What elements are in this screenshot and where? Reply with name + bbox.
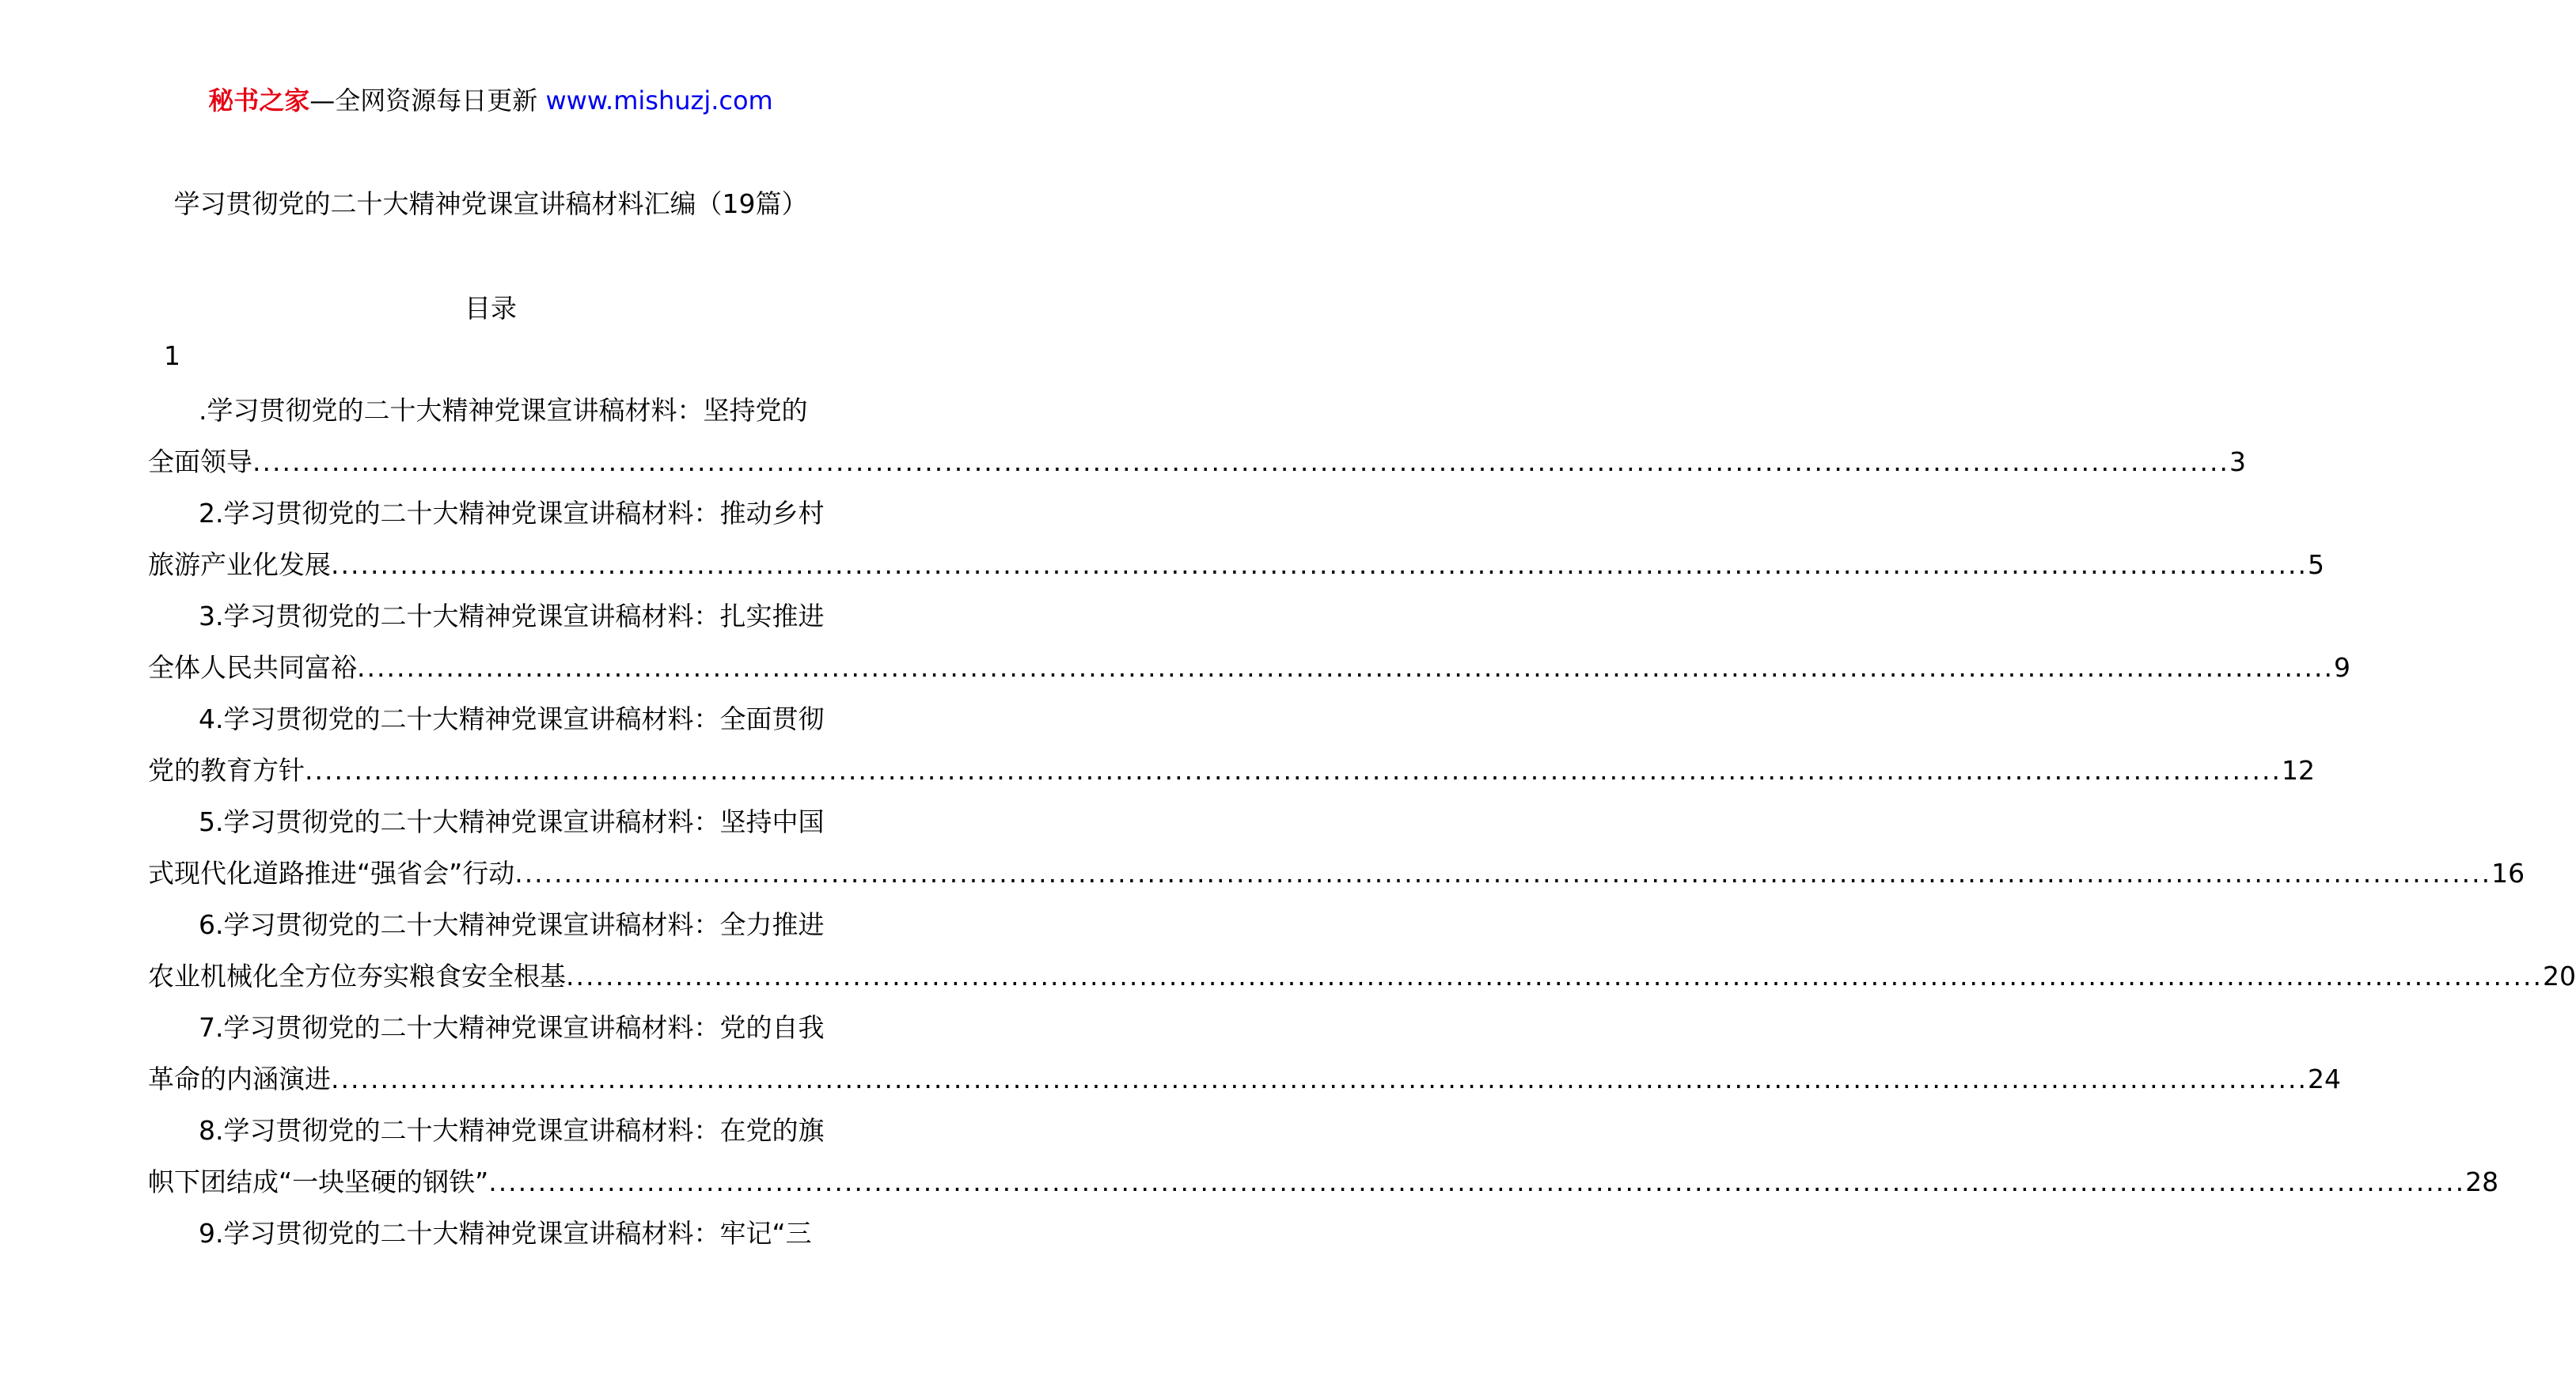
- toc-entry[interactable]: [148, 693, 2315, 796]
- leader-dots: ........................................................................................................................................................................................................: [566, 961, 2543, 992]
- toc-entry[interactable]: [148, 796, 2525, 899]
- toc-page-number: 3: [2229, 446, 2246, 477]
- toc-entry[interactable]: [148, 590, 2350, 693]
- toc-entry-subtitle: 农业机械化全方位夯实粮食安全根基: [148, 961, 566, 992]
- toc-entry-title: 6.学习贯彻党的二十大精神党课宣讲稿材料：全力推进: [199, 909, 825, 940]
- page-number-label: 1: [164, 340, 180, 371]
- toc-entry-subtitle: 帜下团结成“一块坚硬的钢铁”: [148, 1166, 489, 1197]
- leader-dots: ........................................................................................................................................................................................................: [488, 1166, 2466, 1197]
- toc-entry[interactable]: [148, 1105, 2499, 1208]
- toc-entry[interactable]: [148, 1002, 2341, 1105]
- toc-entry-title: 4.学习贯彻党的二十大精神党课宣讲稿材料：全面贯彻: [199, 703, 825, 734]
- toc-page-number: 20: [2542, 961, 2576, 992]
- toc-entry-subtitle: 党的教育方针: [148, 755, 305, 786]
- toc-page-number: 28: [2465, 1166, 2499, 1197]
- toc-page-number: 16: [2491, 858, 2525, 889]
- document-title: 学习贯彻党的二十大精神党课宣讲稿材料汇编（19篇）: [173, 188, 808, 219]
- toc-heading: 目录: [465, 293, 517, 324]
- leader-dots: ........................................................................................................................................................................................................: [305, 755, 2282, 786]
- toc-entry-title: 3.学习贯彻党的二十大精神党课宣讲稿材料：扎实推进: [199, 601, 825, 631]
- leader-dots: ........................................................................................................................................................................................................: [331, 549, 2308, 580]
- header-tagline: —全网资源每日更新: [309, 85, 546, 116]
- brand-name: 秘书之家: [208, 85, 310, 116]
- toc-entry-title: 5.学习贯彻党的二十大精神党课宣讲稿材料：坚持中国: [199, 806, 825, 837]
- toc-entry-title: 2.学习贯彻党的二十大精神党课宣讲稿材料：推动乡村: [199, 498, 825, 529]
- site-header: [0, 81, 981, 117]
- toc-page-number: 24: [2307, 1064, 2341, 1094]
- leader-dots: ........................................................................................................................................................................................................: [252, 446, 2229, 477]
- toc-entry-title: 9.学习贯彻党的二十大精神党课宣讲稿材料：牢记“三: [199, 1218, 812, 1249]
- toc-entry-title: 7.学习贯彻党的二十大精神党课宣讲稿材料：党的自我: [199, 1012, 825, 1043]
- toc-entry[interactable]: [148, 385, 2246, 487]
- site-url[interactable]: www.mishuzj.com: [545, 85, 773, 116]
- toc-entry[interactable]: [148, 487, 2324, 590]
- toc-entry-title: .学习贯彻党的二十大精神党课宣讲稿材料：坚持党的: [199, 395, 808, 426]
- toc-page-number: 9: [2333, 652, 2350, 683]
- toc-entry[interactable]: [148, 899, 2576, 1002]
- leader-dots: ........................................................................................................................................................................................................: [514, 858, 2492, 889]
- table-of-contents: [148, 385, 2576, 1259]
- toc-entry-subtitle: 全面领导: [148, 446, 252, 477]
- toc-page-number: 5: [2307, 549, 2324, 580]
- toc-entry-subtitle: 全体人民共同富裕: [148, 652, 357, 683]
- toc-entry-subtitle: 革命的内涵演进: [148, 1064, 331, 1094]
- toc-entry-title: 8.学习贯彻党的二十大精神党课宣讲稿材料：在党的旗: [199, 1115, 825, 1146]
- leader-dots: ........................................................................................................................................................................................................: [331, 1064, 2308, 1094]
- toc-entry-subtitle: 式现代化道路推进“强省会”行动: [148, 858, 515, 889]
- toc-page-number: 12: [2281, 755, 2315, 786]
- toc-entry-subtitle: 旅游产业化发展: [148, 549, 331, 580]
- leader-dots: ........................................................................................................................................................................................................: [357, 652, 2334, 683]
- toc-entry[interactable]: [148, 1208, 832, 1259]
